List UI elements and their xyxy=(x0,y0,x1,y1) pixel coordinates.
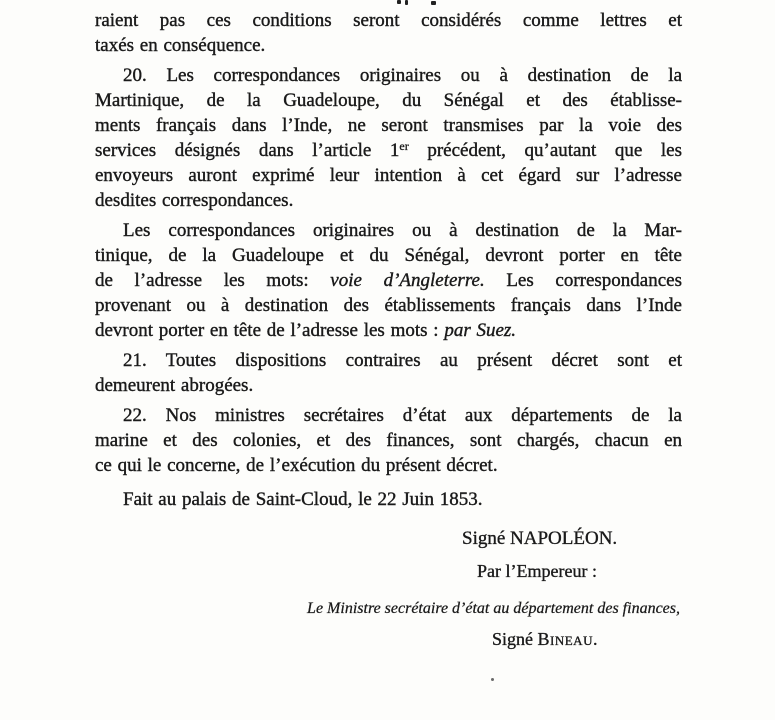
scan-artifact xyxy=(405,0,408,5)
decree-text-block xyxy=(95,8,682,512)
text-line: taxés en conséquence. xyxy=(95,35,266,56)
italic-phrase-voie-angleterre: voie d’Angleterre. xyxy=(330,270,485,291)
article-20-first-line: 20. Les correspondances originaires ou à destination de la xyxy=(123,65,682,86)
italic-phrase-par-suez: par Suez. xyxy=(444,320,517,341)
text-segment: devront porter en tête de l’adresse les mots : xyxy=(95,320,445,341)
dateline: Fait au palais de Saint-Cloud, le 22 Juin 1853. xyxy=(123,489,483,510)
text-line xyxy=(95,318,682,343)
text-line: ce qui le concerne, de l’exécution du présent décret. xyxy=(95,455,498,476)
signature-bineau xyxy=(492,629,598,650)
ordinal-superscript: er xyxy=(399,139,409,153)
text-segment: de l’adresse les mots: xyxy=(95,270,331,291)
text-segment: services désignés dans l’article 1 xyxy=(95,140,400,161)
text-line: marine et des colonies, et des finances, sont chargés, chacun en xyxy=(95,430,682,451)
text-line: provenant ou à destination des établissements français dans l’Inde xyxy=(95,295,682,316)
article-22-first-line: 22. Nos ministres secrétaires d’état aux départements de la xyxy=(123,405,682,426)
scan-speck xyxy=(491,678,494,681)
article-21-first-line: 21. Toutes dispositions contraires au présent décret sont et xyxy=(123,350,682,371)
paragraph-first-line: Les correspondances originaires ou à destination de la Mar- xyxy=(123,220,682,241)
text-segment: Les correspondances xyxy=(484,270,682,291)
text-line: desdites correspondances. xyxy=(95,190,294,211)
text-line: envoyeurs auront exprimé leur intention à cet égard sur l’adresse xyxy=(95,165,682,186)
text-line xyxy=(95,268,682,293)
text-line xyxy=(95,138,682,163)
signe-label: Signé xyxy=(492,629,538,649)
by-the-emperor-line: Par l’Empereur : xyxy=(477,561,597,581)
minister-title-line: Le Ministre secrétaire d’état au département des finances, xyxy=(307,600,680,617)
scan-artifact xyxy=(431,1,436,5)
text-line: ments français dans l’Inde, ne seront transmises par la voie des xyxy=(95,115,682,136)
signature-napoleon: Signé NAPOLÉON. xyxy=(462,528,618,549)
scan-artifact xyxy=(397,0,401,4)
text-segment: précédent, qu’autant que les xyxy=(408,140,682,161)
text-line: Martinique, de la Guadeloupe, du Sénégal et des établisse- xyxy=(95,90,682,111)
bineau-name: Bineau. xyxy=(537,629,598,649)
cut-off-line-fragment xyxy=(0,0,775,6)
text-line: raient pas ces conditions seront considérés comme lettres et xyxy=(95,10,682,31)
text-line: demeurent abrogées. xyxy=(95,375,254,396)
text-line: tinique, de la Guadeloupe et du Sénégal, devront porter en tête xyxy=(95,245,682,266)
